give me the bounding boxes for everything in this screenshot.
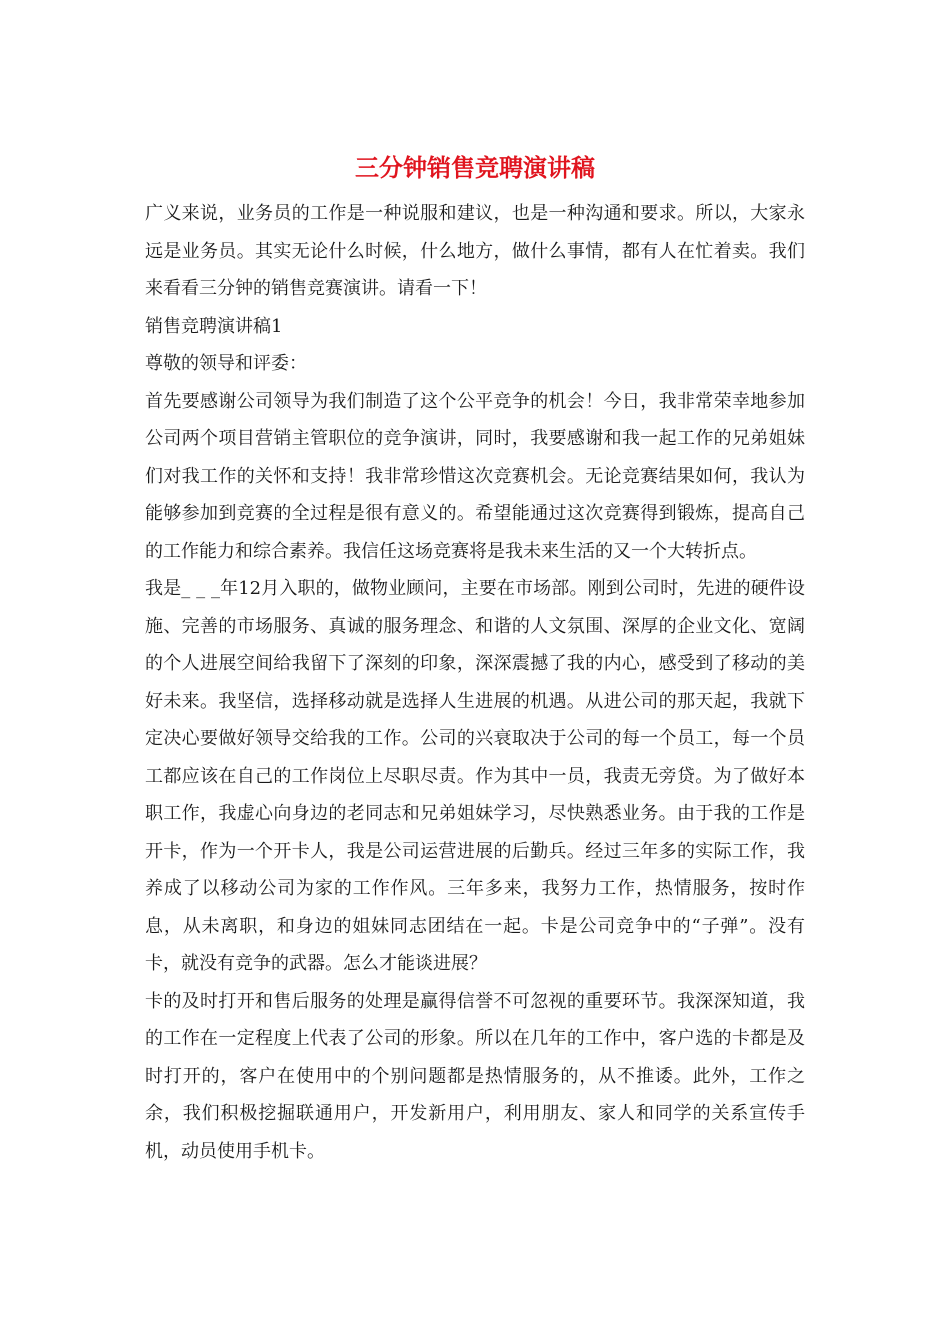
salutation: 尊敬的领导和评委：: [145, 353, 307, 374]
body-paragraph: 首先要感谢公司领导为我们制造了这个公平竞争的机会！今日，我非常荣幸地参加公司两个项目营销主管职位的竞争演讲，同时，我要感谢和我一起工作的兄弟姐妹们对我工作的关怀和支持！我非常珍惜这次竞赛机会。无论竞赛结果如何，我认为能够参加到竞赛的全过程是很有意义的。希望能通过这次竞赛得到锻炼，提高自己的工作能力和综合素养。我信任这场竞赛将是我未来生活的又一个大转折点。: [145, 390, 805, 562]
body-paragraph: 卡的及时打开和售后服务的处理是赢得信誉不可忽视的重要环节。我深深知道，我的工作在一定程度上代表了公司的形象。所以在几年的工作中，客户选的卡都是及时打开的，客户在使用中的个别问题都是热情服务的，从不推诿。此外，工作之余，我们积极挖掘联通用户，开发新用户，利用朋友、家人和同学的关系宣传手机，动员使用手机卡。: [145, 990, 805, 1162]
body-paragraph: 我是_ _ _年12月入职的，做物业顾问，主要在市场部。刚到公司时，先进的硬件设施、完善的市场服务、真诚的服务理念、和谐的人文氛围、深厚的企业文化、宽阔的个人进展空间给我留下了深刻的印象，深深震撼了我的内心，感受到了移动的美好未来。我坚信，选择移动就是选择人生进展的机遇。从进公司的那天起，我就下定决心要做好领导交给我的工作。公司的兴衰取决于公司的每一个员工，每一个员工都应该在自己的工作岗位上尽职尽责。作为其中一员，我责无旁贷。为了做好本职工作，我虚心向身边的老同志和兄弟姐妹学习，尽快熟悉业务。由于我的工作是开卡，作为一个开卡人，我是公司运营进展的后勤兵。经过三年多的实际工作，我养成了以移动公司为家的工作作风。三年多来，我努力工作，热情服务，按时作息，从未离职，和身边的姐妹同志团结在一起。卡是公司竞争中的“子弹”。没有卡，就没有竞争的武器。怎么才能谈进展？: [145, 578, 805, 974]
document-title: 三分钟销售竞聘演讲稿: [355, 153, 595, 182]
intro-paragraph: 广义来说，业务员的工作是一种说服和建议，也是一种沟通和要求。所以，大家永远是业务员。其实无论什么时候，什么地方，做什么事情，都有人在忙着卖。我们来看看三分钟的销售竞赛演讲。请看一下！: [145, 203, 805, 299]
section-heading: 销售竞聘演讲稿1: [145, 315, 283, 337]
document-body: [145, 195, 805, 1170]
